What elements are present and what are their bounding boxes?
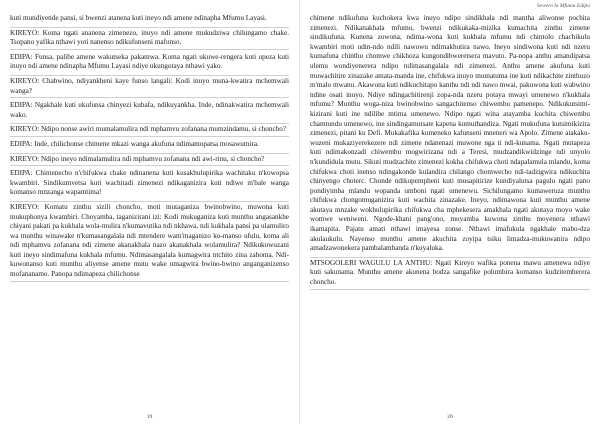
right-paragraph: MTSOGOLERI WAGULU LA ANTHU: Ngati Kireyo wafika ponena mawu amenewa ndiye kuti sakunama. Munthu amene akunena bodza sangafike polumbira komanso kudzitemberera choncho. (310, 257, 590, 290)
left-page-number: 19 (146, 414, 153, 420)
left-paragraph: KIREYO: Ndipo ineyo ndimalamulira ndi mphamvu zofanana ndi awi-rinu, si choncho? (10, 153, 289, 167)
running-head: Sewero la Mfumu Edipa (536, 3, 590, 9)
left-paragraph: KIREYO: Komatu zinthu sizili choncho, moti mutaganiza bwinobwino, muwona kuti mukuphonya kwambiri. Choyamba, taganizirani izi: Kodi mukuganiza kuti munthu angasankhe chiyani pakati pa kukhala wola-mulira n'kumavutika ndi nkhawa, ndi kukhala pansi pa ulamuliro wa munthu winawake n'kumasangalala ndi mtendere wam'maganizo ko-manso ufulu, koma ali ndi mphamvu zofanana ndi zimene akanakhala nazo akanakhala wolamulira? Ndikukuwuzani kuti ineyo sindimafuna kukhala mfumu. Ndimasangalala kumagwira ntchito zina zaboma. Ndi-kuwonanso kuti munthu aliyense amene mutu wake umagwira bwino-bwino anganganizenso mofananamo. Panopa ndimapeza chilichonse (10, 201, 289, 282)
left-paragraph: EDIPA: Funsa, palibe amene wakutseka pakamwa. Koma ngati ukuwe-rengera kuti upeza kuti inuyo ndi amene ndinapha Mfumu Layasi ndiye ukungotaya nthawi yako. (10, 52, 289, 71)
left-paragraph: EDIPA: Ngakhale kuti ukufunsa chinyezi kubafa, ndikuyankha. Inde, ndinakwatira mchemwali wako. (10, 101, 289, 119)
left-paragraph: EDIPA: Chimenecho n'chifukwa chake ndinanena kuti kusakhulupirika wachitaku n'kowopsa kwambiri. Sindikumvetsa kuti wachitadi zimenezi ndikaganizira kuti ndiwe m'bale wanga komanso mnzanga wapamtima! (10, 169, 289, 197)
left-paragraph: kuti mundiyende pansi, si bwenzi atanena kuti ineyo ndi amene ndinapha Mfumu Layasi. (10, 14, 267, 22)
left-paragraph: KIREYO: Ndipo nonse awiri mumalamulira ndi mphamvu zofanana mumzindamu, si choncho? (10, 123, 289, 137)
right-page-number: 20 (447, 414, 453, 420)
right-page (300, 0, 600, 424)
left-paragraph: KIREYO: Koma ngati ananena zimenezo, inuyo ndi amene mukudziwa chilungamo chake. Tsopano yafika nthawi yoti nanenso ndikufunseni mafunso. (10, 27, 289, 50)
left-paragraph: EDIPA: Inde, chilichonse chimene mkazi wanga akufuna ndimamupatsa mosawumira. (10, 139, 259, 148)
left-paragraph: KIREYO: Chabwino, ndiyankheni kaye funso langali: Kodi inuyo muna-kwatira mchemwali wanga? (10, 75, 289, 98)
right-paragraph: chimene ndikufuna kuchokera kwa inuyo ndipo sindikhala ndi mantha aliwonse pochita zimenezi. Ndikanakhala mfumu, bwenzi ndikukaka-mizika kumachita zinthu zimene sindikufuna. Kunena zowona, ndima-wona kuti kukhala mfumu ndi chintolo chachikulu kwambiri moti udin-ndo ndili nawowu ndimakhutira nawo. Ineyo sindiwona kuti ndi nzeru kumafuna chinthu chomwe chikhoza kungondibweretsera mavuto. Pa-nopa anthu amandipatsa ulemu wondiyenerera ndipo ndimasangalala ndi zimenezi. Anthu amene akufuna kuti muwachitire zinazake amata-manda ine, chifukwa inuyo mumatuma ine kuti ndikachite zinthuzo m'malo mwanu. Akawona kuti ndikuchitapo kanthu ndi ndi nawo mwai, pakuwona kuti wabwino ndine osati inuyo. Ndiye ndingachitirenji zopa-nda nzeru potaya mwayi umenewo n'kukhala mfumu? Munthu woga-niza bwinobwino sangachitenso chiwembu pamenepo. Ndikukutsimi-kizirani kuti ine ndilibe mtima umenewo. Ndipo ngati wina atayamba kuchita chiwembu chamtundu umenewo, ine sindingamutsate kapena kumuthandiza. Ngati mukufuna kutsimikizira zimenezi, pitani ku Defi. Mukakafika kumeneko kafunseni mneneri wa Apolo. Zimene atakaku-wuzeni mukaziyerekezere ndi zimene ndanenazi muwone nga ti ndi-kunama. Ngati mutapeza kuti ndimakonzadi chiwembu mogwirizana ndi a Teresi, mudzandikwidzinge ndi unyolo n'kundidula mutu. Sikuti mudzachite zimenezi kokha chifukwa choti ndapalamula mlandu, koma chifukwa choti inenso ndingakonde kulandira chilango chomwecho ndi-tadzigwira ndikuchita chinyengo choterc. Chonde ndikupempheni kuti musapitirize kundiyalutsa pagulu ngati pano pondiyimba mlandu wopanda umboni ngati umenewu. Sichilungamo kumaweruza munthu chifukwa chongomuganizira kuti wachita zinazake. Ineyo, ndimawona kuti munthu amene akutaya mnzake wokhulupirika chifukwa cha mphekesera amakhala ngati akutaya moyo wake womwe weniweni. Ngode-khani pang'ono, muyamba kuwona zinthu moyenera nthawi ikamapita. Pajatu amati nthawi imayesa zonse. Nthawi imafukula ngakhale mabo-dza akulaukulu. Nayenso munthu amene akuchita zoyipa tsiku limadza-mukuwanira ndipo amadzawonekera pambalambanda n'kuyaluka. (310, 14, 590, 253)
